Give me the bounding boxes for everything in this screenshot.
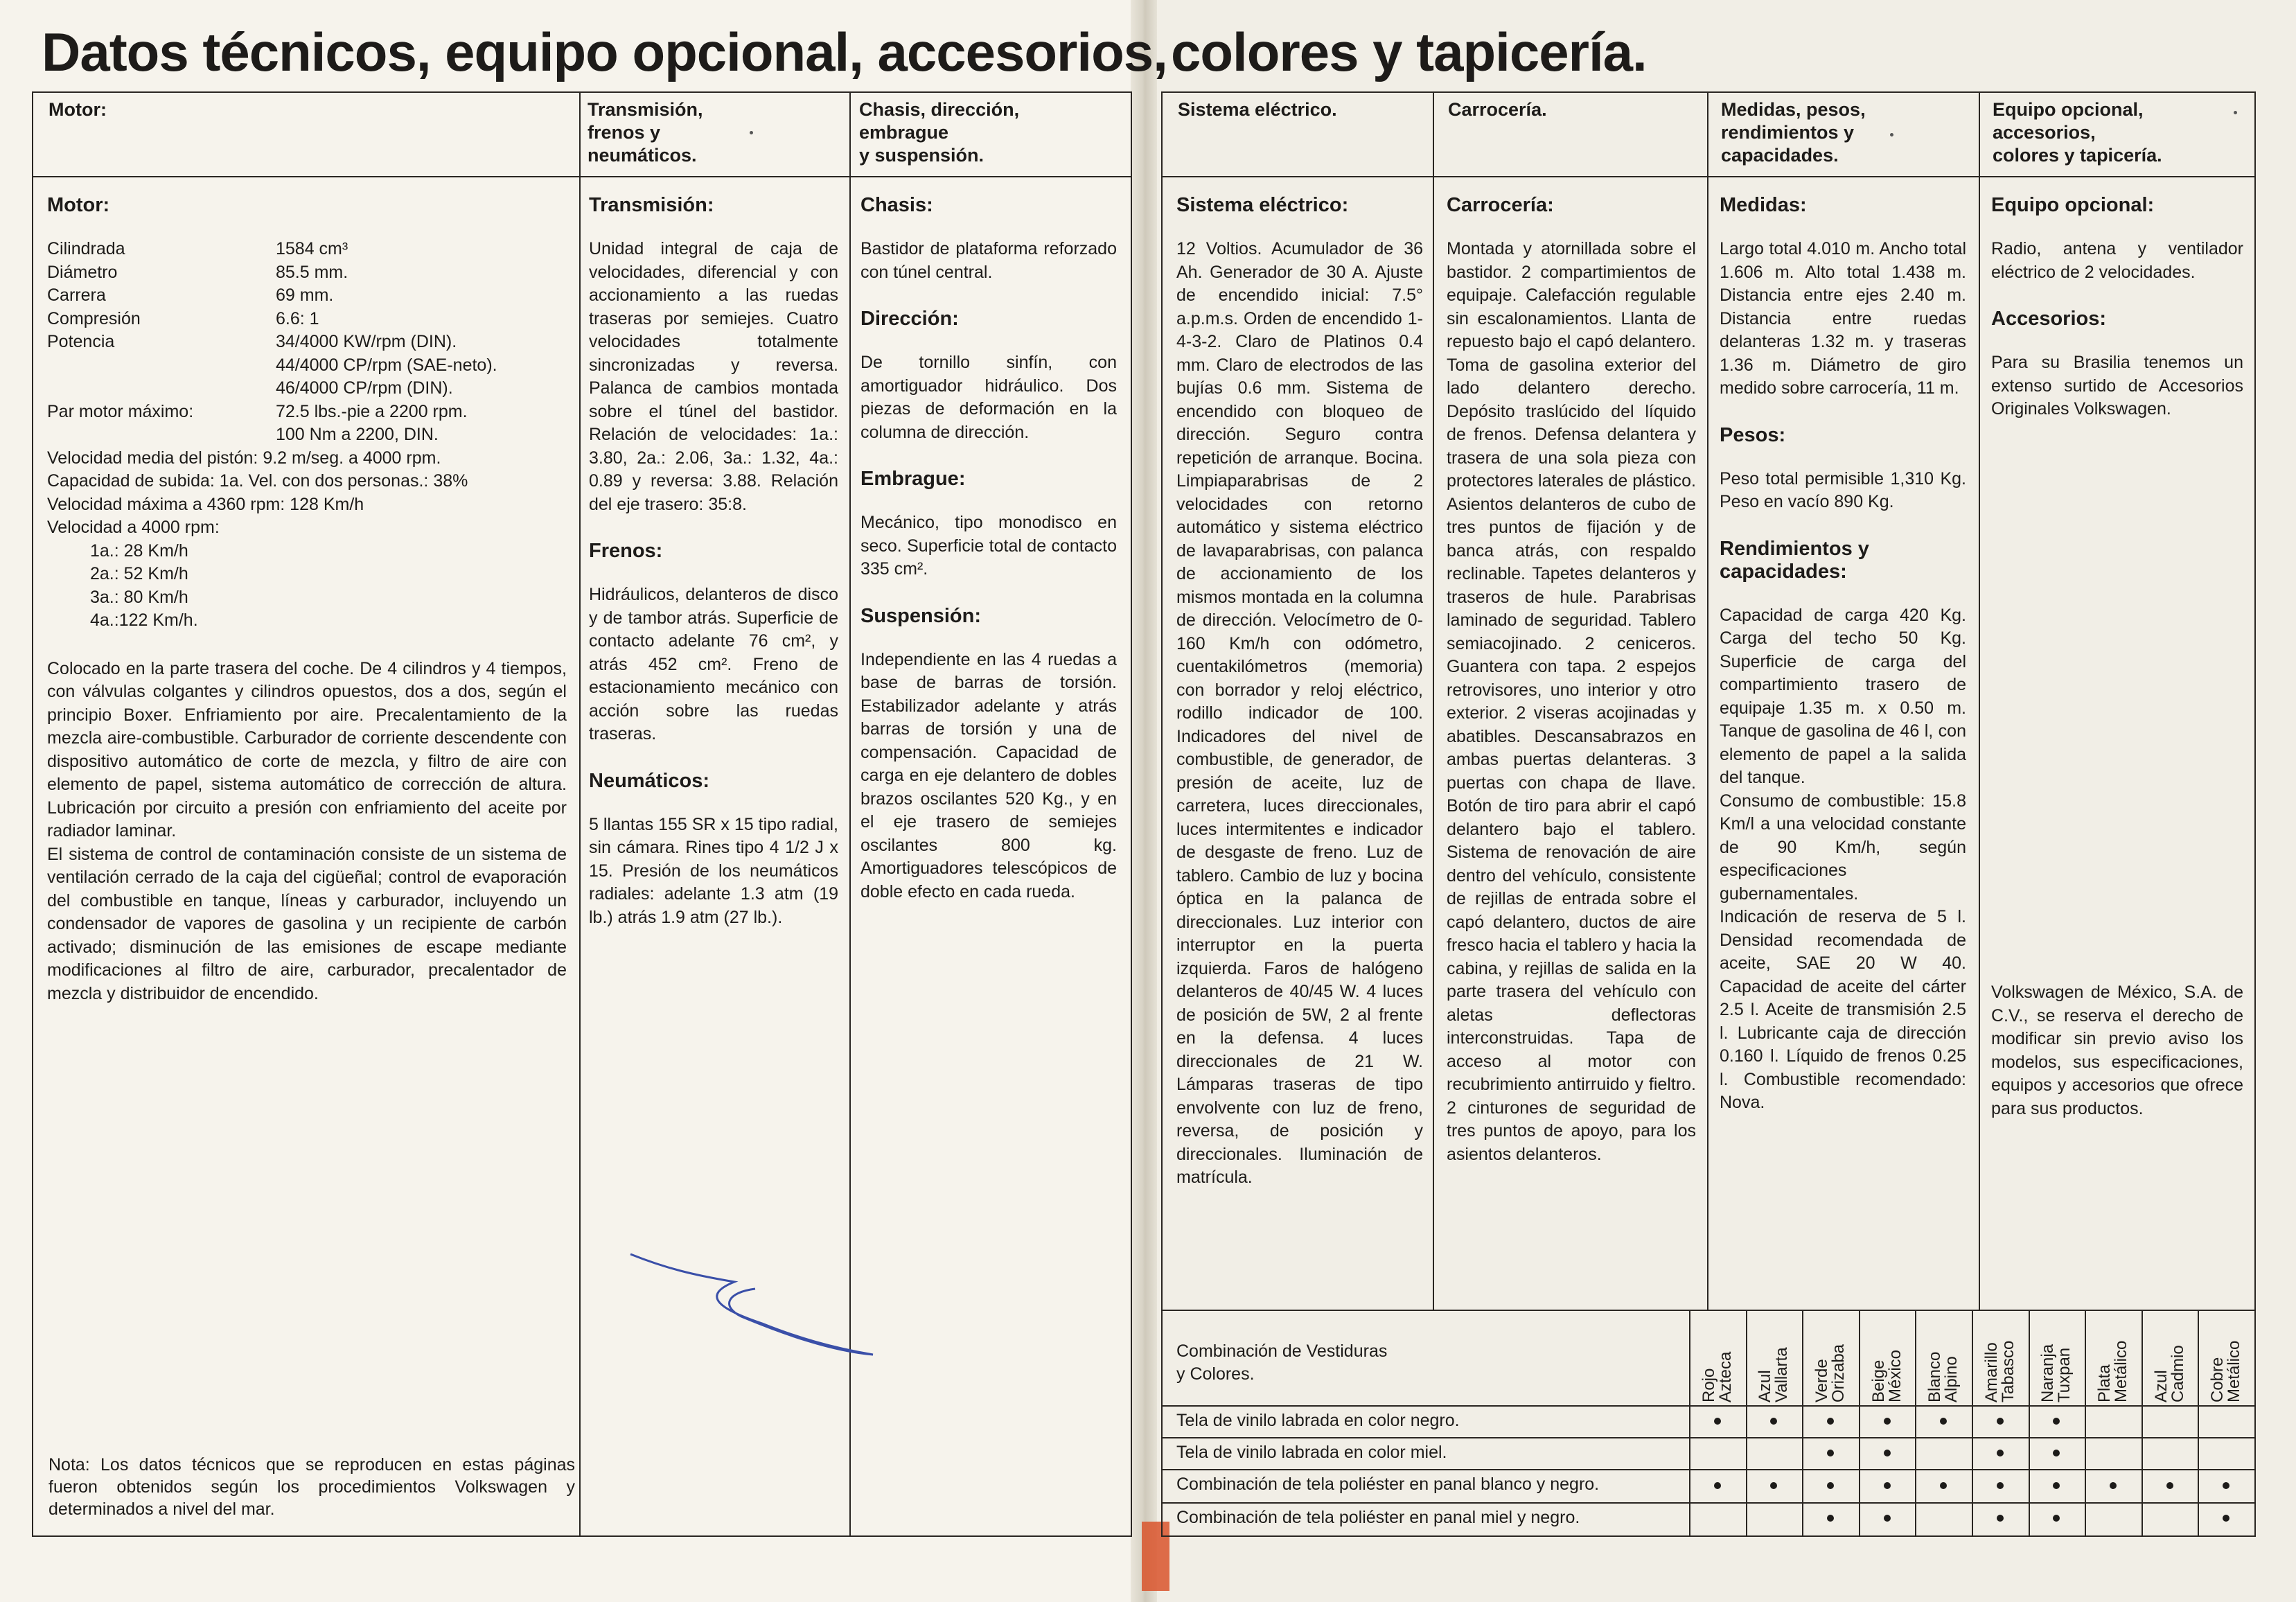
- spec-row: [47, 331, 567, 354]
- motor-performance: [47, 447, 567, 540]
- electrico-text: 12 Voltios. Acumulador de 36 Ah. Generador de 30 A. Ajuste de encendido inicial: 7.5° a.p.m.s. Orden de encendido 1-4-3-2. Claro de Platinos 0.4 mm. Claro de electrodos de las bujías 0.6 mm. Sistema de encendido con bloqueo de dirección. Seguro contra repetición de arranque. Bocina. Limpiaparabrisas de 2 velocidades con retorno automático y sistema eléctrico de lavaparabrisas, con palanca de accionamiento de los mismos montada en la columna de dirección. Velocímetro de 0-160 Km/h con odómetro, cuentakilómetros (memoria) con borrador y reloj eléctrico, rodillo indicador de 100. Indicadores del nivel de combustible, de generador, de presión de aceite, luz de carretera, luces direccionales, luces intermitentes e indicador de desgaste de freno. Luz de tablero. Cambio de luz y bocina óptica en la palanca de direccionales. Luz interior con interruptor en la puerta izquierda. Faros de halógeno delanteros de 40/45 W. 4 luces de posición de 5W, 2 al frente en la defensa. 4 luces direccionales de 21 W. Lámparas traseras de tipo envolvente con luz de freno, reversa, de posición y direccionales. Iluminación de matrícula.: [1176, 239, 1423, 1187]
- spec-row: [47, 400, 567, 424]
- frenos-title: Frenos:: [589, 540, 663, 562]
- color-header: [2208, 1299, 2244, 1402]
- spec-key: [47, 377, 276, 400]
- color-name: Azul Cadmio: [2151, 1345, 2187, 1402]
- availability-dot: [1997, 1482, 2004, 1489]
- availability-dot: [1997, 1515, 2004, 1522]
- spec-key: Carrera: [47, 285, 106, 305]
- equipo-opcional-title: Equipo opcional:: [1991, 194, 2155, 216]
- spec-row: [47, 308, 567, 331]
- color-header: [1925, 1299, 1961, 1402]
- color-header: [1699, 1299, 1735, 1402]
- availability-dot: [1884, 1450, 1891, 1456]
- carroceria-text: Montada y atornillada sobre el bastidor. 2 compartimientos de equipaje. Calefacción regulable sin escalonamientos. Llanta de repuesto bajo el capó delantero. Toma de gasolina exterior del lado delantero derecho. Depósito traslúcido del líquido de frenos. Defensa delantera y trasera de una sola pieza con protectores laterales de plástico. Asientos delanteros de cubo de tres puntos de fijación y de banca atrás, con respaldo reclinable. Tapetes delanteros y traseros de hule. Parabrisas laminado de seguridad. Tablero semiacojinado. 2 ceniceros. Guantera con tapa. 2 espejos retrovisores, uno interior y otro exterior. 2 viseras acojinadas y abatibles. Descansabrazos en ambas puertas delanteras. 3 puertas con chapa de llave. Botón de tiro para abrir el capó delantero bajo el tablero. Sistema de renovación de aire dentro del vehículo, consistente de rejillas de entrada sobre el capó delantero, ductos de aire fresco hacia el tablero y hacia la cabina, y rejillas de salida en la parte trasera del vehículo con aletas deflectoras interconstruidas. Tapa de acceso al motor con recubrimiento antirruido y fieltro. 2 cinturones de seguridad de tres puntos de apoyo, para los asientos delanteros.: [1447, 239, 1696, 1164]
- availability-dot: [1827, 1482, 1834, 1489]
- color-headers: [1163, 1310, 2254, 1405]
- motor-column: [47, 194, 567, 1005]
- neumaticos-title: Neumáticos:: [589, 769, 710, 792]
- motor-title: Motor:: [47, 194, 110, 216]
- medidas-text: Largo total 4.010 m. Ancho total 1.606 m. Alto total 1.438 m. Distancia entre ejes 2.40 m. Distancia entre ruedas delanteras 1.32 m. y traseras 1.36 m. Diámetro de giro medido sobre carrocería, 11 m.: [1720, 239, 1966, 398]
- availability-dot: [2166, 1482, 2173, 1489]
- color-table-header: Combinación de Vestiduras y Colores.: [1176, 1341, 1388, 1384]
- color-header: [1981, 1299, 2017, 1402]
- spec-value: 44/4000 CP/rpm (SAE-neto).: [276, 355, 497, 375]
- spec-row: [47, 423, 567, 447]
- page-title-left: Datos técnicos, equipo opcional, accesorios,: [42, 21, 1167, 82]
- spec-row: [47, 377, 567, 400]
- modification-notice: Volkswagen de México, S.A. de C.V., se reserva el derecho de modificar sin previo aviso los modelos, sus especificaciones, equipos y accesorios que ofrece para sus productos.: [1991, 983, 2243, 1118]
- motor-speeds: [47, 540, 567, 633]
- header-electrico: Sistema eléctrico.: [1178, 99, 1337, 120]
- pesos-title: Pesos:: [1720, 423, 1786, 446]
- suspension-text: Independiente en las 4 ruedas a base de barras de torsión. Estabilizador adelante y atrás barras de torsión y una de compensación. Capacidad de carga en eje delantero de dobles brazos oscilantes 520 Kg., y en el eje trasero de semiejes oscilantes 800 kg. Amortiguadores telescópicos de doble efecto en cada rueda.: [860, 649, 1117, 901]
- carroceria-column: [1447, 194, 1696, 1166]
- right-spec-grid: [1161, 91, 2256, 1537]
- transmision-title: Transmisión:: [589, 194, 714, 216]
- suspension-title: Suspensión:: [860, 604, 982, 627]
- availability-dot: [1940, 1482, 1947, 1489]
- spec-value: 85.5 mm.: [276, 262, 348, 282]
- color-name: Blanco Alpino: [1925, 1351, 1961, 1402]
- performance-line: Velocidad máxima a 4360 rpm: 128 Km/h: [47, 494, 364, 514]
- spec-key: [47, 423, 276, 447]
- spec-key: Potencia: [47, 332, 115, 351]
- speed-item: 1a.: 28 Km/h: [90, 540, 188, 561]
- header-motor: Motor:: [48, 99, 107, 120]
- spec-value: 46/4000 CP/rpm (DIN).: [276, 378, 453, 398]
- header-equipo: Equipo opcional, accesorios, colores y tapicería.: [1993, 99, 2162, 166]
- transmision-column: [589, 194, 838, 953]
- carroceria-title: Carrocería:: [1447, 194, 1554, 216]
- color-header: [2151, 1299, 2187, 1402]
- embrague-title: Embrague:: [860, 468, 966, 490]
- spec-key: [47, 354, 276, 378]
- availability-dot: [1827, 1418, 1834, 1425]
- availability-dot: [2223, 1515, 2229, 1522]
- direccion-text: De tornillo sinfín, con amortiguador hidráulico. Dos piezas de deformación en la columna de dirección.: [860, 353, 1117, 442]
- header-carroceria: Carrocería.: [1448, 99, 1547, 120]
- electrico-column: [1176, 194, 1423, 1190]
- direccion-title: Dirección:: [860, 308, 959, 330]
- availability-dot: [1884, 1482, 1891, 1489]
- medidas-column: [1720, 194, 1966, 1115]
- technical-note: Nota: Los datos técnicos que se reproducen en estas páginas fueron obtenidos según los procedimientos Volkswagen y determinados a nivel del mar.: [48, 1455, 575, 1519]
- availability-dot: [2110, 1482, 2117, 1489]
- availability-dot: [1884, 1515, 1891, 1522]
- chasis-column: [860, 194, 1117, 927]
- transmision-text: Unidad integral de caja de velocidades, diferencial y con accionamiento a las ruedas traseras por semiejes. Cuatro velocidades totalmente sincronizadas y reversa. Palanca de cambios montada sobre el túnel del bastidor. Relación de velocidades: 1a.: 3.80, 2a.: 2.06, 3a.: 1.32, 4a.: 0.89 y reversa: 3.88. Relación del eje trasero: 35:8.: [589, 239, 838, 514]
- availability-dot: [2053, 1515, 2060, 1522]
- availability-dot: [1827, 1515, 1834, 1522]
- spec-key: Par motor máximo:: [47, 401, 194, 421]
- rendimientos-text: Capacidad de carga 420 Kg. Carga del techo 50 Kg. Superficie de carga del compartimiento trasero de equipaje 1.35 m. x 0.50 m. Tanque de gasolina de 46 l, con elemento de papel a la salida del tanque.: [1720, 605, 1966, 787]
- spec-row: [47, 354, 567, 378]
- rendimientos-title: Rendimientos y capacidades:: [1720, 537, 1869, 583]
- spec-value: 34/4000 KW/rpm (DIN).: [276, 332, 457, 351]
- availability-dot: [1827, 1450, 1834, 1456]
- availability-dot: [2053, 1418, 2060, 1425]
- color-name: Cobre Metálico: [2208, 1340, 2244, 1402]
- spec-row: [47, 261, 567, 285]
- spec-value: 100 Nm a 2200, DIN.: [276, 425, 439, 444]
- availability-dot: [1714, 1418, 1721, 1425]
- availability-dot: [1940, 1418, 1947, 1425]
- upholstery-row-label: Tela de vinilo labrada en color miel.: [1176, 1443, 1447, 1462]
- equipo-opcional-text: Radio, antena y ventilador eléctrico de 2 velocidades.: [1991, 239, 2243, 282]
- frenos-text: Hidráulicos, delanteros de disco y de tambor atrás. Superficie de contacto adelante 76 cm², y atrás 452 cm². Freno de estacionamiento mecánico con acción sobre las ruedas traseras.: [589, 585, 838, 743]
- header-chasis: Chasis, dirección, embrague y suspensión.: [859, 99, 1020, 166]
- chasis-title: Chasis:: [860, 194, 933, 216]
- upholstery-row-label: Combinación de tela poliéster en panal miel y negro.: [1176, 1508, 1580, 1527]
- spec-key: Compresión: [47, 308, 141, 328]
- color-rows: [1163, 1405, 2254, 1535]
- consumo-text: Consumo de combustible: 15.8 Km/l a una velocidad constante de 90 Km/h, según especificaciones gubernamentales.: [1720, 791, 1966, 904]
- color-name: Naranja Tuxpan: [2038, 1344, 2074, 1402]
- availability-dot: [2053, 1482, 2060, 1489]
- upholstery-row-label: Tela de vinilo labrada en color negro.: [1176, 1411, 1460, 1430]
- electrico-title: Sistema eléctrico:: [1176, 194, 1349, 216]
- spec-key: Cilindrada: [47, 239, 125, 258]
- performance-line: Velocidad media del pistón: 9.2 m/seg. a 4000 rpm.: [47, 448, 441, 468]
- availability-dot: [1770, 1418, 1777, 1425]
- chasis-text: Bastidor de plataforma reforzado con túnel central.: [860, 239, 1117, 282]
- performance-line: Capacidad de subida: 1a. Vel. con dos personas.: 38%: [47, 471, 468, 491]
- color-header: [1756, 1299, 1792, 1402]
- pesos-text: Peso total permisible 1,310 Kg. Peso en vacío 890 Kg.: [1720, 468, 1966, 511]
- embrague-text: Mecánico, tipo monodisco en seco. Superficie total de contacto 335 cm².: [860, 513, 1117, 579]
- availability-dot: [1997, 1418, 2004, 1425]
- accesorios-title: Accesorios:: [1991, 308, 2107, 330]
- accesorios-text: Para su Brasilia tenemos un extenso surtido de Accesorios Originales Volkswagen.: [1991, 353, 2243, 419]
- spec-value: 69 mm.: [276, 285, 334, 305]
- speed-item: 2a.: 52 Km/h: [90, 564, 188, 583]
- availability-dot: [1997, 1450, 2004, 1456]
- performance-line: Velocidad a 4000 rpm:: [47, 518, 220, 537]
- signature-scribble: [624, 1233, 887, 1372]
- color-name: Azul Vallarta: [1756, 1347, 1792, 1402]
- availability-dot: [1714, 1482, 1721, 1489]
- color-name: Verde Orizaba: [1812, 1344, 1848, 1402]
- color-header: [1869, 1299, 1905, 1402]
- motor-emissions: El sistema de control de contaminación consiste de un sistema de ventilación cerrado de la caja del cigüeñal; control de evaporación del combustible en tanque, líneas y carburador, incluyendo un condensador de vapores de gasolina y un recipiente de carbón activado; disminución de las emisiones de escape mediante modificaciones al filtro de aire, carburador, precalentador de mezcla y distribuidor de encendido.: [47, 844, 567, 1003]
- speed-item: 4a.:122 Km/h.: [90, 610, 198, 630]
- header-medidas: Medidas, pesos, rendimientos y capacidades.: [1721, 99, 1866, 166]
- color-header: [2038, 1299, 2074, 1402]
- neumaticos-text: 5 llantas 155 SR x 15 tipo radial, sin cámara. Rines tipo 4 1/2 J x 15. Presión de los neumáticos radiales: adelante 1.3 atm (19 lb.) atrás 1.9 atm (27 lb.).: [589, 814, 838, 927]
- page-title-right: colores y tapicería.: [1171, 21, 1647, 82]
- availability-dot: [2223, 1482, 2229, 1489]
- color-name: Beige México: [1869, 1349, 1905, 1402]
- availability-dot: [1884, 1418, 1891, 1425]
- motor-description: Colocado en la parte trasera del coche. De 4 cilindros y 4 tiempos, con válvulas colgantes y cilindros opuestos, dos a dos, según el principio Boxer. Enfriamiento por aire. Precalentamiento de la mezcla aire-combustible. Carburador de corriente descendente con dispositivo automático de corte de mezcla, y filtro de aire con elemento de papel, sistema automático de corrección de altura. Lubricación por circuito a presión con enfriamiento del aceite por radiador laminar.: [47, 658, 567, 840]
- spec-value: 1584 cm³: [276, 239, 348, 258]
- motor-specs: [47, 238, 567, 447]
- color-name: Amarillo Tabasco: [1981, 1340, 2017, 1402]
- color-header: [2095, 1299, 2130, 1402]
- color-name: Rojo Azteca: [1699, 1351, 1735, 1402]
- spec-row: [47, 238, 567, 261]
- color-name: Plata Metálico: [2095, 1340, 2130, 1402]
- spec-value: 6.6: 1: [276, 308, 319, 328]
- medidas-title: Medidas:: [1720, 194, 1807, 216]
- upholstery-row-label: Combinación de tela poliéster en panal blanco y negro.: [1176, 1475, 1600, 1494]
- spec-key: Diámetro: [47, 262, 118, 282]
- equipo-column: [1991, 194, 2243, 445]
- availability-dot: [2053, 1450, 2060, 1456]
- spec-value: 72.5 lbs.-pie a 2200 rpm.: [276, 401, 468, 421]
- reserva-text: Indicación de reserva de 5 l. Densidad recomendada de aceite, SAE 20 W 40. Capacidad de aceite del cárter 2.5 l. Aceite de transmisión 2.5 l. Lubricante caja de dirección 0.160 l. Líquido de frenos 0.25 l. Combustible recomendado: Nova.: [1720, 907, 1966, 1112]
- availability-dot: [1770, 1482, 1777, 1489]
- spec-row: [47, 284, 567, 308]
- speed-item: 3a.: 80 Km/h: [90, 587, 188, 607]
- header-transmision: Transmisión, frenos y neumáticos.: [588, 99, 703, 166]
- left-spec-grid: [32, 91, 1132, 1537]
- page-spine: [1131, 0, 1157, 1602]
- color-header: [1812, 1299, 1848, 1402]
